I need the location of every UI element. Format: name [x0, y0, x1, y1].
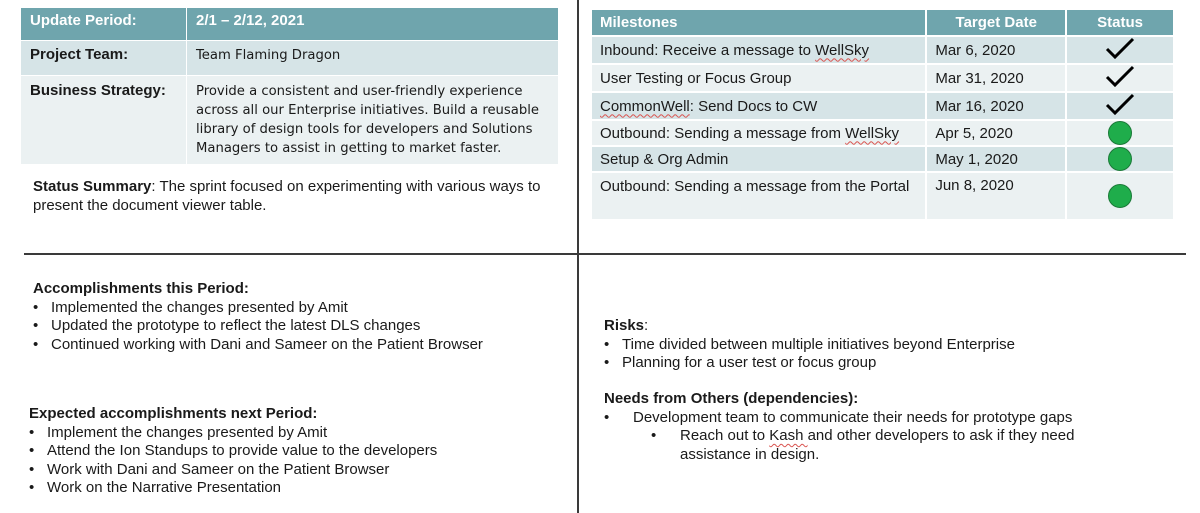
- list-item: • Attend the Ion Standups to provide value to the developers: [29, 442, 559, 461]
- bullet-icon: •: [604, 408, 610, 426]
- milestone-name: [591, 92, 926, 120]
- expected-section: [29, 405, 559, 498]
- milestone-status: [1066, 64, 1174, 92]
- milestone-date: May 1, 2020: [926, 146, 1066, 172]
- milestone-name: [591, 120, 926, 146]
- business-strategy-value: Provide a consistent and user-friendly experience across all our Enterprise initiatives. Build a reusable library of design tools for developers and Solutions Managers to assist in getting to market faster.: [187, 76, 559, 165]
- expected-list: [29, 424, 559, 498]
- milestone-status: [1066, 120, 1174, 146]
- needs-subitem: [604, 427, 1100, 464]
- check-icon: [1105, 93, 1135, 115]
- risks-list: [604, 336, 1164, 373]
- expected-title: Expected accomplishments next Period:: [29, 405, 318, 422]
- milestone-status: [1066, 172, 1174, 220]
- list-item: • Time divided between multiple initiatives beyond Enterprise: [604, 336, 1164, 355]
- list-item: • Implemented the changes presented by Amit: [33, 299, 563, 318]
- milestone-name: User Testing or Focus Group: [591, 64, 926, 92]
- needs-item: [604, 409, 1164, 428]
- list-item: • Work on the Narrative Presentation: [29, 479, 559, 498]
- milestones-table: [590, 8, 1175, 221]
- horizontal-divider: [24, 253, 1186, 255]
- check-icon: [1105, 37, 1135, 59]
- milestone-text: : Send Docs to CW: [689, 97, 818, 115]
- milestone-date: Apr 5, 2020: [926, 120, 1066, 146]
- needs-subitem-flagged: Kash: [769, 427, 808, 444]
- risks-title: Risks: [604, 317, 645, 334]
- status-summary: [33, 178, 563, 215]
- target-date-header: Target Date: [926, 9, 1066, 36]
- milestone-text-flagged: CommonWell: [600, 97, 690, 115]
- accomplishments-list: [33, 299, 563, 355]
- list-item: • Implement the changes presented by Amit: [29, 424, 559, 443]
- risks-heading: [604, 317, 1164, 336]
- needs-subitem-text-rest: and other developers to ask if they need assistance in design.: [680, 427, 1075, 463]
- project-info-table: [20, 7, 559, 165]
- status-header: Status: [1066, 9, 1174, 36]
- milestone-status: [1066, 92, 1174, 120]
- business-strategy-label: Business Strategy:: [21, 76, 187, 165]
- milestone-row: [591, 120, 1174, 146]
- list-item: • Work with Dani and Sameer on the Patient Browser: [29, 461, 559, 480]
- milestone-row: [591, 92, 1174, 120]
- milestone-date: Jun 8, 2020: [926, 172, 1066, 220]
- status-summary-text: : The sprint focused on experimenting with various ways to present the document viewer table.: [33, 178, 541, 214]
- milestone-row: [591, 36, 1174, 64]
- milestone-text-flagged: WellSky: [815, 41, 870, 59]
- project-team-label: Project Team:: [21, 41, 187, 76]
- green-dot-icon: [1108, 147, 1132, 171]
- milestone-text: Outbound: Sending a message from: [600, 124, 846, 142]
- list-item: • Continued working with Dani and Sameer on the Patient Browser: [33, 336, 563, 355]
- milestone-row: [591, 172, 1174, 220]
- milestone-row: [591, 146, 1174, 172]
- milestone-status: [1066, 146, 1174, 172]
- milestone-status: [1066, 36, 1174, 64]
- risks-section: [604, 317, 1164, 373]
- update-period-label: Update Period:: [21, 8, 187, 41]
- needs-item-text: Development team to communicate their needs for prototype gaps: [633, 408, 1073, 426]
- needs-section: [604, 390, 1164, 464]
- vertical-divider: [577, 0, 579, 513]
- accomplishments-title: Accomplishments this Period:: [33, 280, 249, 297]
- bullet-icon: •: [651, 427, 657, 444]
- milestone-name: Setup & Org Admin: [591, 146, 926, 172]
- milestone-text-flagged: WellSky: [845, 124, 900, 142]
- list-item: • Updated the prototype to reflect the latest DLS changes: [33, 317, 563, 336]
- milestone-text: Inbound: Receive a message to: [600, 41, 816, 59]
- update-period-value: 2/1 – 2/12, 2021: [187, 8, 559, 41]
- needs-subitem-text: Reach out to: [680, 427, 770, 444]
- needs-title: Needs from Others (dependencies):: [604, 390, 859, 407]
- check-icon: [1105, 65, 1135, 87]
- green-dot-icon: [1108, 184, 1132, 208]
- milestone-date: Mar 16, 2020: [926, 92, 1066, 120]
- milestone-row: [591, 64, 1174, 92]
- milestone-name: [591, 36, 926, 64]
- milestone-date: Mar 31, 2020: [926, 64, 1066, 92]
- risks-colon: :: [644, 317, 649, 334]
- milestone-name: Outbound: Sending a message from the Portal: [591, 172, 926, 220]
- milestone-date: Mar 6, 2020: [926, 36, 1066, 64]
- list-item: • Planning for a user test or focus group: [604, 354, 1164, 373]
- green-dot-icon: [1108, 121, 1132, 145]
- status-summary-label: Status Summary: [33, 178, 152, 195]
- accomplishments-section: [33, 280, 563, 354]
- project-team-value: Team Flaming Dragon: [187, 41, 559, 76]
- milestones-header: Milestones: [591, 9, 926, 36]
